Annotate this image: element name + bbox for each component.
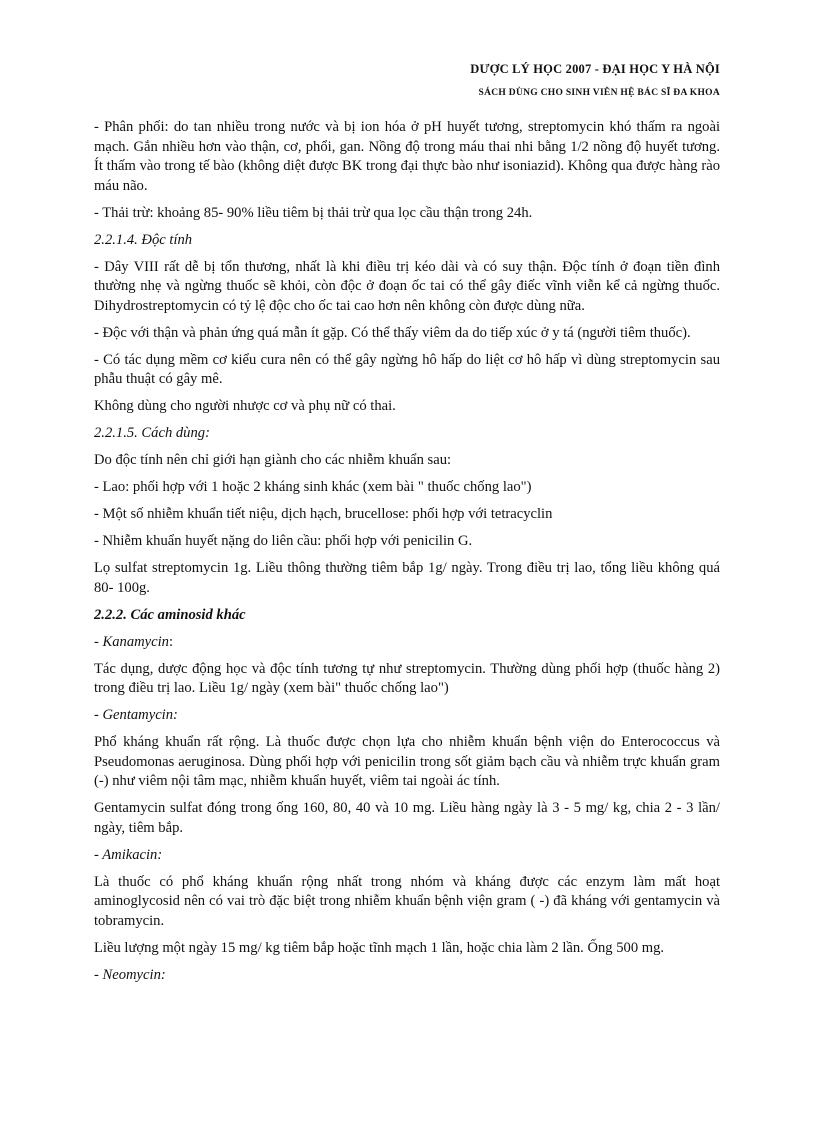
paragraph-contraindication: Không dùng cho người nhược cơ và phụ nữ có thai. (94, 398, 396, 414)
heading-kanamycin (94, 633, 720, 653)
paragraph-gentamycin-spectrum: Phổ kháng khuẩn rất rộng. Là thuốc được chọn lựa cho nhiễm khuẩn bệnh viện do Enterococcus và Pseudomonas aeruginosa. Dùng phối hợp với penicilin trong sốt giảm bạch cầu và nhiễm trực khuẩn gram (-) như viêm nội tâm mạc, nhiễm khuẩn huyết, viêm tai ngoài ác tính. (94, 734, 720, 789)
paragraph-toxicity-muscle: - Có tác dụng mềm cơ kiểu cura nên có thể gây ngừng hô hấp do liệt cơ hô hấp vì dùng streptomycin sau phẫu thuật có gây mê. (94, 351, 720, 387)
heading-gentamycin: - Gentamycin: (94, 707, 178, 723)
paragraph-elimination: - Thải trừ: khoảng 85- 90% liều tiêm bị thải trừ qua lọc cầu thận trong 24h. (94, 204, 533, 221)
paragraph-toxicity-nerve: - Dây VIII rất dễ bị tổn thương, nhất là khi điều trị kéo dài và có suy thận. Độc tính ở đoạn tiền đình thường nhẹ và ngừng thuốc sẽ khỏi, còn độc ở đoạn ốc tai có thể gây điếc vĩnh viễn kể cả ngừng thuốc. Dihydrostreptomycin có tỷ lệ độc cho ốc tai cao hơn nên không còn được dùng nữa. (94, 258, 720, 314)
paragraph-kanamycin: Tác dụng, dược động học và độc tính tương tự như streptomycin. Thường dùng phối hợp (thuốc hàng 2) trong điều trị lao. Liều 1g/ ngày (xem bài" thuốc chống lao") (94, 660, 720, 696)
list-item-septicemia: - Nhiễm khuẩn huyết nặng do liên cầu: phối hợp với penicilin G. (94, 533, 473, 549)
paragraph-amikacin-spectrum: Là thuốc có phổ kháng khuẩn rộng nhất trong nhóm và kháng được các enzym làm mất hoạt aminoglycosid nên có vai trò đặc biệt trong nhiễm khuẩn bệnh viện gram ( -) đã kháng với gentamycin và tobramycin. (94, 873, 720, 929)
document-body (94, 118, 720, 993)
list-item-tuberculosis: - Lao: phối hợp với 1 hoặc 2 kháng sinh khác (xem bài " thuốc chống lao") (94, 479, 532, 495)
heading-kanamycin-label: - Kanamycin (94, 633, 169, 650)
heading-amikacin: - Amikacin: (94, 846, 163, 863)
running-header-subtitle: SÁCH DÙNG CHO SINH VIÊN HỆ BÁC SĨ ĐA KHOA (478, 88, 720, 98)
paragraph-distribution: - Phân phối: do tan nhiều trong nước và bị ion hóa ở pH huyết tương, streptomycin khó thấm ra ngoài mạch. Gắn nhiều hơn vào thận, cơ, phổi, gan. Nồng độ trong máu thai nhi bằng 1/2 nồng độ huyết tương. Ít thấm vào trong tế bào (không diệt được BK trong đại thực bào như isoniazid). Không qua được hàng rào máu não. (94, 119, 720, 194)
heading-other-aminosides: 2.2.2. Các aminosid khác (94, 606, 246, 623)
paragraph-amikacin-dosage: Liều lượng một ngày 15 mg/ kg tiêm bắp hoặc tĩnh mạch 1 lần, hoặc chia làm 2 lần. Ống 500 mg. (94, 939, 665, 956)
running-header-title: DƯỢC LÝ HỌC 2007 - ĐẠI HỌC Y HÀ NỘI (470, 62, 720, 76)
heading-kanamycin-colon: : (168, 633, 174, 650)
paragraph-usage-intro: Do độc tính nên chỉ giới hạn giành cho các nhiễm khuẩn sau: (94, 452, 452, 468)
paragraph-toxicity-kidney: - Độc với thận và phản ứng quá mẫn ít gặp. Có thể thấy viêm da do tiếp xúc ở y tá (người tiêm thuốc). (94, 324, 691, 341)
paragraph-gentamycin-dosage: Gentamycin sulfat đóng trong ống 160, 80, 40 và 10 mg. Liều hàng ngày là 3 - 5 mg/ kg, chia 2 - 3 lần/ ngày, tiêm bắp. (94, 800, 720, 836)
heading-usage: 2.2.1.5. Cách dùng: (94, 425, 210, 441)
heading-toxicity: 2.2.1.4. Độc tính (94, 231, 193, 248)
list-item-urinary: - Một số nhiễm khuẩn tiết niệu, dịch hạch, brucellose: phối hợp với tetracyclin (94, 506, 553, 522)
heading-neomycin: - Neomycin: (94, 966, 166, 983)
paragraph-dosage-streptomycin: Lọ sulfat streptomycin 1g. Liều thông thường tiêm bắp 1g/ ngày. Trong điều trị lao, tổng liều không quá 80- 100g. (94, 560, 720, 596)
